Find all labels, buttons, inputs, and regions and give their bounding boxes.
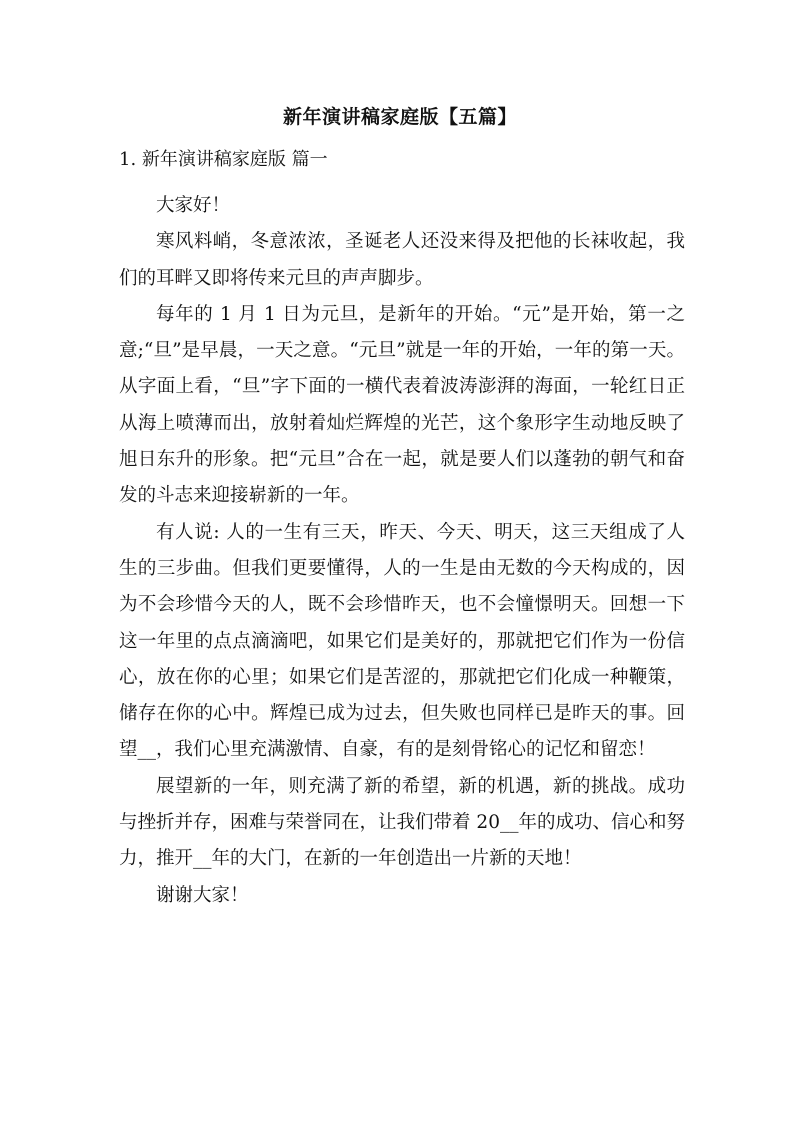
- paragraph-greeting: 大家好！: [156, 195, 231, 216]
- paragraph-3: 有人说: 人的一生有三天，昨天、今天、明天，这三天组成了人生的三步曲。但我们更要懂得，人的一生是由无数的今天构成的，因为不会珍惜今天的人，既不会珍惜昨天，也不会憧憬明天。回想一下这一年里的点点滴滴吧，如果它们是美好的，那就把它们作为一份信心，放在你的心里；如果它们是苦涩的，那就把它们化成一种鞭策，储存在你的心中。辉煌已成为过去，但失败也同样已是昨天的事。回望__，我们心里充满激情、自豪，有的是刻骨铭心的记忆和留恋！: [119, 521, 685, 761]
- paragraph-4: 展望新的一年，则充满了新的希望，新的机遇，新的挑战。成功与挫折并存，困难与荣誉同在，让我们带着 20__年的成功、信心和努力，推开__年的大门，在新的一年创造出一片新的天地！: [119, 775, 685, 870]
- paragraph-2: 每年的 1 月 1 日为元旦，是新年的开始。“元”是开始，第一之意;“旦”是早晨，一天之意。“元旦”就是一年的开始，一年的第一天。从字面上看，“旦”字下面的一横代表着波涛澎湃的海面，一轮红日正从海上喷薄而出，放射着灿烂辉煌的光芒，这个象形字生动地反映了旭日东升的形象。把“元旦”合在一起，就是要人们以蓬勃的朝气和奋发的斗志来迎接崭新的一年。: [119, 303, 685, 507]
- document-body: [119, 188, 685, 914]
- section-heading: 1. 新年演讲稿家庭版 篇一: [119, 149, 328, 170]
- document-title: 新年演讲稿家庭版【五篇】: [282, 106, 517, 128]
- paragraph-closing: 谢谢大家！: [156, 884, 249, 906]
- paragraph-1: 寒风料峭，冬意浓浓，圣诞老人还没来得及把他的长袜收起，我们的耳畔又即将传来元旦的声声脚步。: [119, 231, 685, 289]
